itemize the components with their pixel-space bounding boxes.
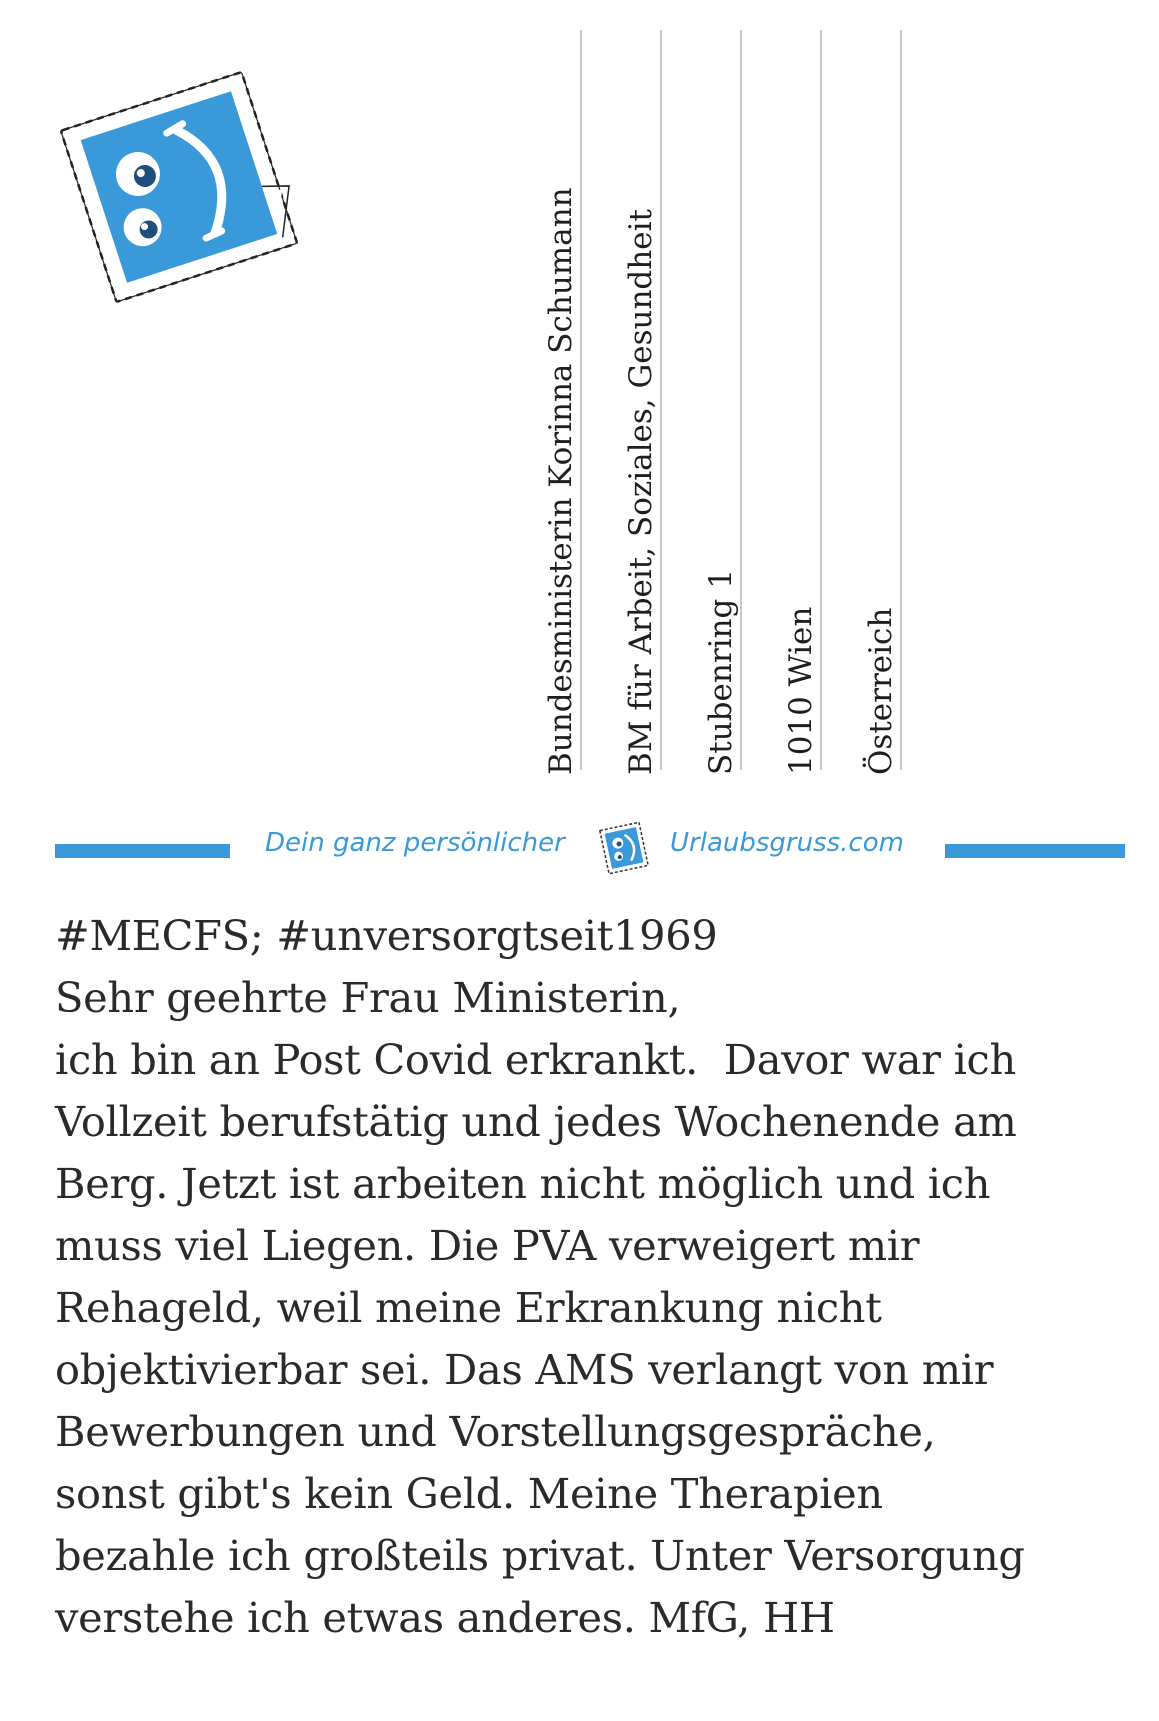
address-divider (580, 30, 582, 770)
brand-banner (55, 810, 1125, 890)
message-line: sonst gibt's kein Geld. Meine Therapien (55, 1469, 883, 1518)
address-line-city: 1010 Wien (783, 606, 819, 775)
address-line-ministry: BM für Arbeit, Soziales, Gesundheit (623, 209, 659, 775)
message-line: Bewerbungen und Vorstellungsgespräche, (55, 1407, 936, 1456)
smiley-logo-icon (595, 816, 653, 880)
message-line: Berg. Jetzt ist arbeiten nicht möglich und ich (55, 1159, 991, 1208)
banner-bar-right (945, 844, 1125, 858)
banner-bar-left (55, 844, 230, 858)
address-divider (740, 30, 742, 770)
message-line: ich bin an Post Covid erkrankt. Davor war ich (55, 1035, 1016, 1084)
message-line: Sehr geehrte Frau Ministerin, (55, 973, 681, 1022)
address-line-street: Stubenring 1 (703, 569, 739, 775)
message-line: verstehe ich etwas anderes. MfG, HH (55, 1593, 835, 1642)
message-line: muss viel Liegen. Die PVA verweigert mir (55, 1221, 920, 1270)
address-divider (820, 30, 822, 770)
stamp-image (44, 62, 314, 312)
message-line: bezahle ich großteils privat. Unter Versorgung (55, 1531, 1025, 1580)
banner-tagline: Dein ganz persönlicher (265, 828, 565, 858)
message-line: #MECFS; #unversorgtseit1969 (55, 911, 718, 960)
message-line: objektivierbar sei. Das AMS verlangt von mir (55, 1345, 994, 1394)
address-divider (660, 30, 662, 770)
smiley-stamp-icon (44, 62, 314, 312)
banner-site-name: Urlaubsgruss.com (670, 828, 904, 858)
address-line-recipient: Bundesministerin Korinna Schumann (543, 187, 579, 775)
message-line: Rehageld, weil meine Erkrankung nicht (55, 1283, 882, 1332)
message-body (55, 905, 1115, 1649)
address-line-country: Österreich (863, 607, 899, 775)
address-divider (900, 30, 902, 770)
message-line: Vollzeit berufstätig und jedes Wochenende am (55, 1097, 1017, 1146)
address-area (543, 30, 1010, 775)
